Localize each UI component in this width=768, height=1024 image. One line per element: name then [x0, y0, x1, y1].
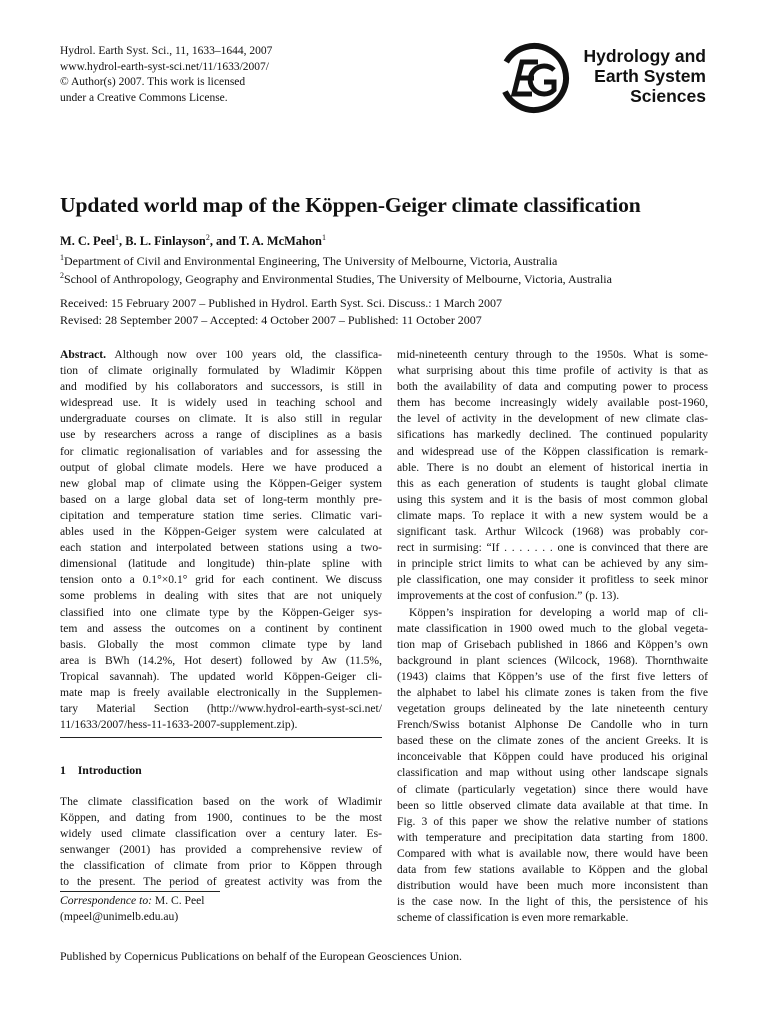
affiliation-marker: 2 [205, 233, 210, 242]
introduction [60, 794, 382, 891]
paragraph-line: using this system and it is the basis of most common global [397, 492, 708, 506]
paragraph-line: based these on the climate zones of the ancient Greeks. It is [397, 734, 708, 748]
abstract-line: some problems in dealing with sites that are not uniquely [60, 589, 382, 603]
paragraph-line: climate maps. To replace it with a new system would be a [397, 508, 708, 522]
paragraph-line: able. There is no doubt an element of historical inertia in [397, 460, 708, 474]
paragraph-line: data from few stations available to Köppen and the global [397, 863, 708, 876]
paragraph-line: with temperature and precipitation data starting from 1800. [397, 830, 708, 844]
license-line: under a Creative Commons License. [60, 91, 228, 104]
introduction-continued [397, 347, 708, 926]
egu-logo-icon [498, 42, 570, 114]
license-line: © Author(s) 2007. This work is licensed [60, 76, 246, 88]
paragraph-line: background in plant sciences (Wilcock, 1968). Thornthwaite [397, 653, 708, 667]
journal-url[interactable]: www.hydrol-earth-syst-sci.net/11/1633/2007/ [60, 60, 269, 73]
author-separator: , and [209, 234, 239, 249]
paragraph-line: tion map of Grisebach published in 1866 and Köppen’s own [397, 637, 708, 651]
author-list [60, 233, 326, 249]
abstract-label: Abstract. [60, 348, 107, 361]
author-name: M. C. Peel [60, 234, 116, 249]
paragraph-line: inconceivable that Köppen could have produced his original [397, 750, 708, 764]
paragraph-line: distribution would have been much more inconsistent than [397, 879, 708, 893]
affiliation-text: School of Anthropology, Geography and Environmental Studies, The University of Melbourne, Victoria, Australia [64, 272, 612, 286]
paragraph-line: ple classification, one may consider it profitless to seek minor [397, 573, 708, 587]
paragraph-line: significant task. Arthur Wilcock (1968) was probably cor- [397, 525, 708, 539]
paragraph-line: Köppen’s inspiration for developing a world map of cli- [409, 605, 708, 619]
paragraph-line: senwanger (2001) has provided a comprehensive review of [60, 843, 382, 857]
received-date: Received: 15 February 2007 – Published in Hydrol. Earth Syst. Sci. Discuss.: 1 March 2007 [60, 296, 502, 310]
abstract-line: and modified by his collaborators and successors, is still in [60, 380, 382, 394]
abstract-line: Tropical savannah). The updated world Köppen-Geiger cli- [60, 669, 382, 683]
journal-name-line: Sciences [630, 86, 706, 106]
abstract [60, 347, 382, 733]
abstract-line: for climatic regionalisation of variables and for assessing the [60, 444, 382, 458]
correspondence-name: M. C. Peel [151, 894, 205, 907]
paragraph-line: is the case now. In the light of this, the persistence of his [397, 895, 708, 909]
revised-date: Revised: 28 September 2007 – Accepted: 4 October 2007 – Published: 11 October 2007 [60, 313, 482, 327]
correspondence-label: Correspondence to: [60, 894, 152, 907]
journal-name-line: Hydrology and [583, 46, 706, 66]
paragraph-line: mid-nineteenth century through to the 1950s. What is some- [397, 348, 708, 361]
publisher-footer: Published by Copernicus Publications on behalf of the European Geosciences Union. [60, 949, 462, 963]
paragraph-line: French/Swiss botanist Alphonse De Candolle who in turn [397, 718, 708, 732]
journal-name [566, 46, 706, 106]
abstract-line: each station and interpolated between stations using a two- [60, 541, 382, 555]
paragraph-line: the alphabet to label his climate zones is taken from the five [397, 685, 708, 699]
paragraph-line: of climate (particularly vegetation) since there would have [397, 782, 708, 796]
abstract-line: output of global climate models. Here we have produced a [60, 460, 382, 474]
paragraph-line: the classification of climate from prior to Köppen through [60, 859, 382, 873]
correspondence [60, 893, 204, 925]
author-separator: , [119, 234, 126, 249]
paragraph-line: sifications has markedly declined. The continued popularity [397, 428, 708, 442]
paragraph-line: mate classification in 1900 owed much to the global vegeta- [397, 621, 708, 635]
paragraph-line: improvements at the cost of confusion.” (p. 13). [397, 589, 620, 603]
abstract-text: Although now over 100 years old, the classifica- [114, 348, 382, 361]
abstract-line: widespread use. It is widely used in teaching school and [60, 396, 382, 410]
affiliation-marker: 1 [60, 253, 64, 262]
abstract-line: mate map is freely available electronically in the Supplemen- [60, 685, 382, 699]
citation-line: Hydrol. Earth Syst. Sci., 11, 1633–1644, 2007 [60, 45, 273, 57]
paragraph-line: The climate classification based on the work of Wladimir [60, 795, 382, 808]
paragraph-line: widely used climate classification over a century later. Es- [60, 827, 382, 841]
affiliation [60, 253, 557, 269]
paragraph-line: scheme of classification is even more remarkable. [397, 911, 629, 925]
author-name: B. L. Finlayson [125, 234, 206, 249]
paragraph-line: classification and map without using other landscape signals [397, 766, 708, 780]
abstract-line: tension onto a 0.1°×0.1° grid for each continent. We discuss [60, 573, 382, 587]
paragraph-line: Compared with what is available now, there would have been [397, 846, 708, 860]
affiliation-text: Department of Civil and Environmental Engineering, The University of Melbourne, Victoria, Australia [64, 254, 558, 268]
affiliation-marker: 1 [321, 233, 326, 242]
section-number: 1 [60, 763, 66, 777]
section-title: Introduction [77, 763, 142, 777]
abstract-line: ables used in the Köppen-Geiger system were calculated at [60, 525, 382, 539]
section-divider [60, 737, 382, 738]
abstract-line: based on a large global data set of long-term monthly pre- [60, 492, 382, 506]
abstract-line [60, 347, 382, 363]
abstract-line: dimensional (latitude and longitude) thin-plate spline with [60, 557, 382, 571]
abstract-line: cipitation and temperature station time series. Climatic vari- [60, 508, 382, 522]
paragraph-line: both the availability of data and computing power to process [397, 380, 708, 394]
abstract-line: 11/1633/2007/hess-11-1633-2007-supplement.zip). [60, 718, 298, 732]
abstract-line: tem and assess the outcomes on a continent by continent [60, 621, 382, 635]
paragraph-line: in principle strict limits to what can be achieved by any sim- [397, 557, 708, 571]
paragraph-line: to the present. The period of greatest activity was from the [60, 875, 382, 889]
abstract-line: new global map of climate using the Köppen-Geiger system [60, 476, 382, 490]
journal-citation [60, 44, 272, 106]
footnote-divider [60, 891, 220, 892]
abstract-line: classified into one climate type by the Köppen-Geiger sys- [60, 605, 382, 619]
paragraph-line: (1943) claims that Köppen’s use of the first five letters of [397, 669, 708, 683]
paragraph-line: what surprising about this time profile of activity is that as [397, 364, 708, 378]
abstract-line: tary Material Section (http://www.hydrol-earth-syst-sci.net/ [60, 702, 382, 716]
affiliation-marker: 1 [115, 233, 120, 242]
abstract-line: use by researchers across a range of disciplines as a basis [60, 428, 382, 442]
correspondence-email[interactable]: (mpeel@unimelb.edu.au) [60, 910, 179, 923]
paper-title: Updated world map of the Köppen-Geiger climate classification [60, 193, 641, 217]
paragraph-line: rect in surmising: “If . . . . . . . one is convinced that there are [397, 541, 708, 555]
affiliation-marker: 2 [60, 271, 64, 280]
abstract-line: undergraduate courses on climate. It is also still in regular [60, 412, 382, 426]
abstract-line: area is BWh (14.2%, Hot desert) followed by Aw (11.5%, [60, 653, 382, 667]
author-name: T. A. McMahon [238, 234, 322, 249]
abstract-line: tion of climate originally formulated by Wladimir Köppen [60, 364, 382, 378]
paragraph-line: this as each generation of students is taught global climate [397, 476, 708, 490]
abstract-line: basis. Globally the most common climate type by land [60, 637, 382, 651]
paragraph-line: vegetation groups delineated by the late nineteenth century [397, 702, 708, 716]
paragraph-line: and widespread use of the Köppen classification is remark- [397, 444, 708, 458]
paragraph-line: Köppen, and dating from 1900, continues to be the most [60, 811, 382, 825]
journal-name-line: Earth System [594, 66, 706, 86]
paragraph-line: Fig. 3 of this paper we show the relative number of stations [397, 814, 708, 828]
paragraph-line: the level of activity in the development of new climate clas- [397, 412, 708, 426]
affiliation [60, 271, 612, 287]
paragraph-line: been so little observed climate data available at that time. In [397, 798, 708, 812]
section-heading [60, 763, 142, 778]
paragraph-line: them has become increasingly widely available post-1960, [397, 396, 708, 410]
